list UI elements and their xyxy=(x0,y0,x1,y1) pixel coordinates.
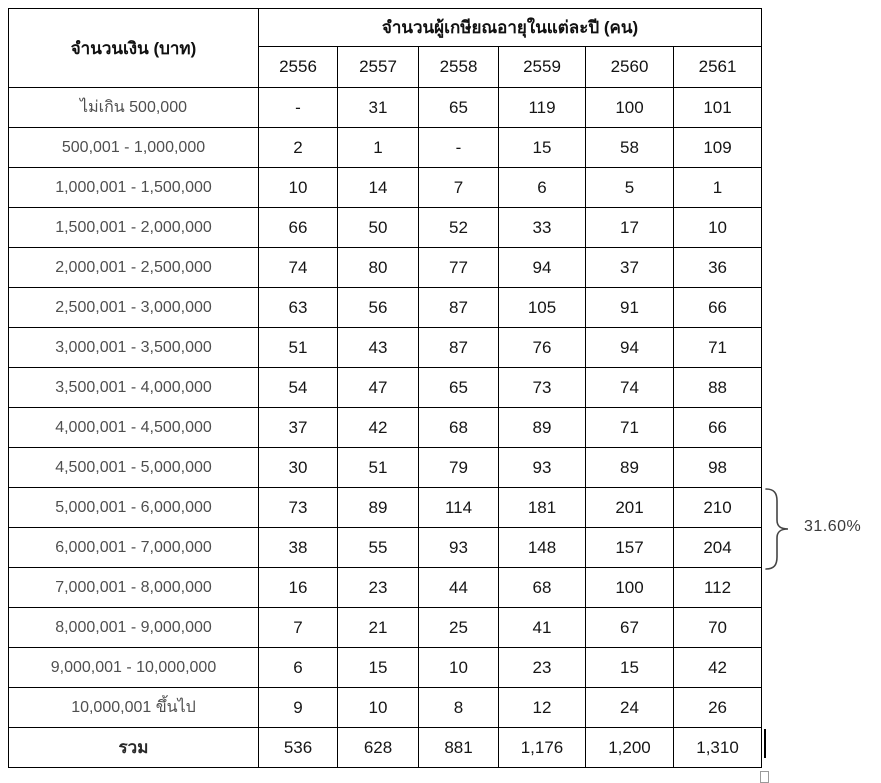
amount-range-label: 3,500,001 - 4,000,000 xyxy=(9,368,259,408)
amount-range-label: 8,000,001 - 9,000,000 xyxy=(9,608,259,648)
text-cursor xyxy=(764,729,766,758)
table-cell: 10 xyxy=(674,208,762,248)
table-cell: 25 xyxy=(419,608,499,648)
table-cell: 42 xyxy=(674,648,762,688)
table-row xyxy=(9,568,762,608)
table-row xyxy=(9,528,762,568)
table-cell: 55 xyxy=(338,528,419,568)
amount-range-label: 7,000,001 - 8,000,000 xyxy=(9,568,259,608)
retirees-by-amount-table xyxy=(8,8,762,768)
table-cell: 7 xyxy=(419,168,499,208)
table-cell: - xyxy=(419,128,499,168)
total-row xyxy=(9,728,762,768)
table-cell: 119 xyxy=(499,88,586,128)
table-cell: 94 xyxy=(499,248,586,288)
table-cell: 51 xyxy=(338,448,419,488)
table-cell: 93 xyxy=(499,448,586,488)
amount-range-label: 4,000,001 - 4,500,000 xyxy=(9,408,259,448)
amount-range-label: 500,001 - 1,000,000 xyxy=(9,128,259,168)
table-cell: 89 xyxy=(586,448,674,488)
table-cell: 91 xyxy=(586,288,674,328)
table-cell: 14 xyxy=(338,168,419,208)
table-row xyxy=(9,408,762,448)
table-row xyxy=(9,328,762,368)
retirees-group-header: จำนวนผู้เกษียณอายุในแต่ละปี (คน) xyxy=(259,9,762,47)
table-cell: 87 xyxy=(419,328,499,368)
table-cell: 33 xyxy=(499,208,586,248)
table-cell: 71 xyxy=(674,328,762,368)
header-row-group xyxy=(9,9,762,47)
table-cell: 65 xyxy=(419,88,499,128)
table-cell: 94 xyxy=(586,328,674,368)
table-cell: 70 xyxy=(674,608,762,648)
amount-range-label: 1,500,001 - 2,000,000 xyxy=(9,208,259,248)
table-cell: 56 xyxy=(338,288,419,328)
table-cell: 1,310 xyxy=(674,728,762,768)
table-cell: 536 xyxy=(259,728,338,768)
table-cell: - xyxy=(259,88,338,128)
table-cell: 65 xyxy=(419,368,499,408)
amount-column-header: จำนวนเงิน (บาท) xyxy=(9,9,259,88)
table-cell: 41 xyxy=(499,608,586,648)
table-row xyxy=(9,248,762,288)
table-row xyxy=(9,88,762,128)
amount-range-label: ไม่เกิน 500,000 xyxy=(9,88,259,128)
table-cell: 37 xyxy=(586,248,674,288)
table-cell: 15 xyxy=(586,648,674,688)
table-cell: 100 xyxy=(586,88,674,128)
amount-range-label: 2,000,001 - 2,500,000 xyxy=(9,248,259,288)
amount-range-label: 1,000,001 - 1,500,000 xyxy=(9,168,259,208)
table-cell: 88 xyxy=(674,368,762,408)
table-cell: 44 xyxy=(419,568,499,608)
table-cell: 23 xyxy=(499,648,586,688)
table-cell: 79 xyxy=(419,448,499,488)
table-cell: 31 xyxy=(338,88,419,128)
table-row xyxy=(9,648,762,688)
table-row xyxy=(9,488,762,528)
amount-range-label: 5,000,001 - 6,000,000 xyxy=(9,488,259,528)
table-cell: 201 xyxy=(586,488,674,528)
table-cell: 6 xyxy=(259,648,338,688)
table-cell: 9 xyxy=(259,688,338,728)
table-cell: 628 xyxy=(338,728,419,768)
table-cell: 1,176 xyxy=(499,728,586,768)
table-cell: 47 xyxy=(338,368,419,408)
table-cell: 66 xyxy=(674,408,762,448)
table-cell: 36 xyxy=(674,248,762,288)
table-cell: 15 xyxy=(499,128,586,168)
table-cell: 76 xyxy=(499,328,586,368)
table-cell: 71 xyxy=(586,408,674,448)
table-cell: 43 xyxy=(338,328,419,368)
year-header: 2556 xyxy=(259,47,338,88)
table-cell: 2 xyxy=(259,128,338,168)
table-cell: 10 xyxy=(338,688,419,728)
table-cell: 6 xyxy=(499,168,586,208)
table-cell: 68 xyxy=(499,568,586,608)
table-cell: 112 xyxy=(674,568,762,608)
table-cell: 105 xyxy=(499,288,586,328)
total-label: รวม xyxy=(9,728,259,768)
table-cell: 51 xyxy=(259,328,338,368)
amount-range-label: 2,500,001 - 3,000,000 xyxy=(9,288,259,328)
table-cell: 114 xyxy=(419,488,499,528)
table-cell: 58 xyxy=(586,128,674,168)
table-cell: 204 xyxy=(674,528,762,568)
table-cell: 87 xyxy=(419,288,499,328)
table-cell: 21 xyxy=(338,608,419,648)
year-header: 2558 xyxy=(419,47,499,88)
year-header: 2559 xyxy=(499,47,586,88)
table-cell: 100 xyxy=(586,568,674,608)
table-cell: 89 xyxy=(338,488,419,528)
table-cell: 54 xyxy=(259,368,338,408)
table-cell: 16 xyxy=(259,568,338,608)
table-resize-handle[interactable] xyxy=(760,771,769,783)
table-cell: 10 xyxy=(259,168,338,208)
table-row xyxy=(9,368,762,408)
amount-range-label: 3,000,001 - 3,500,000 xyxy=(9,328,259,368)
brace-icon xyxy=(764,487,790,571)
table-cell: 74 xyxy=(259,248,338,288)
amount-range-label: 9,000,001 - 10,000,000 xyxy=(9,648,259,688)
table-cell: 23 xyxy=(338,568,419,608)
amount-range-label: 4,500,001 - 5,000,000 xyxy=(9,448,259,488)
table-cell: 210 xyxy=(674,488,762,528)
table-cell: 77 xyxy=(419,248,499,288)
table-cell: 73 xyxy=(259,488,338,528)
amount-range-label: 6,000,001 - 7,000,000 xyxy=(9,528,259,568)
table-cell: 101 xyxy=(674,88,762,128)
table-row xyxy=(9,288,762,328)
table-cell: 1 xyxy=(674,168,762,208)
table-cell: 17 xyxy=(586,208,674,248)
table-cell: 1,200 xyxy=(586,728,674,768)
year-header: 2560 xyxy=(586,47,674,88)
table-cell: 109 xyxy=(674,128,762,168)
table-cell: 26 xyxy=(674,688,762,728)
table-cell: 8 xyxy=(419,688,499,728)
table-cell: 30 xyxy=(259,448,338,488)
table-cell: 89 xyxy=(499,408,586,448)
table-row xyxy=(9,608,762,648)
table-cell: 42 xyxy=(338,408,419,448)
table-cell: 68 xyxy=(419,408,499,448)
brace-percentage-label: 31.60% xyxy=(804,518,862,535)
table-cell: 881 xyxy=(419,728,499,768)
table-cell: 5 xyxy=(586,168,674,208)
table-cell: 73 xyxy=(499,368,586,408)
table-cell: 181 xyxy=(499,488,586,528)
table-cell: 37 xyxy=(259,408,338,448)
table-cell: 63 xyxy=(259,288,338,328)
table-cell: 157 xyxy=(586,528,674,568)
table-cell: 66 xyxy=(259,208,338,248)
table-row xyxy=(9,688,762,728)
table-cell: 1 xyxy=(338,128,419,168)
table-row xyxy=(9,208,762,248)
table-row xyxy=(9,168,762,208)
table-cell: 80 xyxy=(338,248,419,288)
table-cell: 67 xyxy=(586,608,674,648)
table-cell: 15 xyxy=(338,648,419,688)
year-header: 2561 xyxy=(674,47,762,88)
table-cell: 10 xyxy=(419,648,499,688)
table-cell: 74 xyxy=(586,368,674,408)
year-header: 2557 xyxy=(338,47,419,88)
table-cell: 38 xyxy=(259,528,338,568)
table-cell: 98 xyxy=(674,448,762,488)
amount-range-label: 10,000,001 ขึ้นไป xyxy=(9,688,259,728)
table-cell: 7 xyxy=(259,608,338,648)
table-row xyxy=(9,448,762,488)
table-cell: 148 xyxy=(499,528,586,568)
table-cell: 12 xyxy=(499,688,586,728)
table-cell: 24 xyxy=(586,688,674,728)
table-cell: 93 xyxy=(419,528,499,568)
table-row xyxy=(9,128,762,168)
table-cell: 50 xyxy=(338,208,419,248)
table-cell: 66 xyxy=(674,288,762,328)
table-cell: 52 xyxy=(419,208,499,248)
